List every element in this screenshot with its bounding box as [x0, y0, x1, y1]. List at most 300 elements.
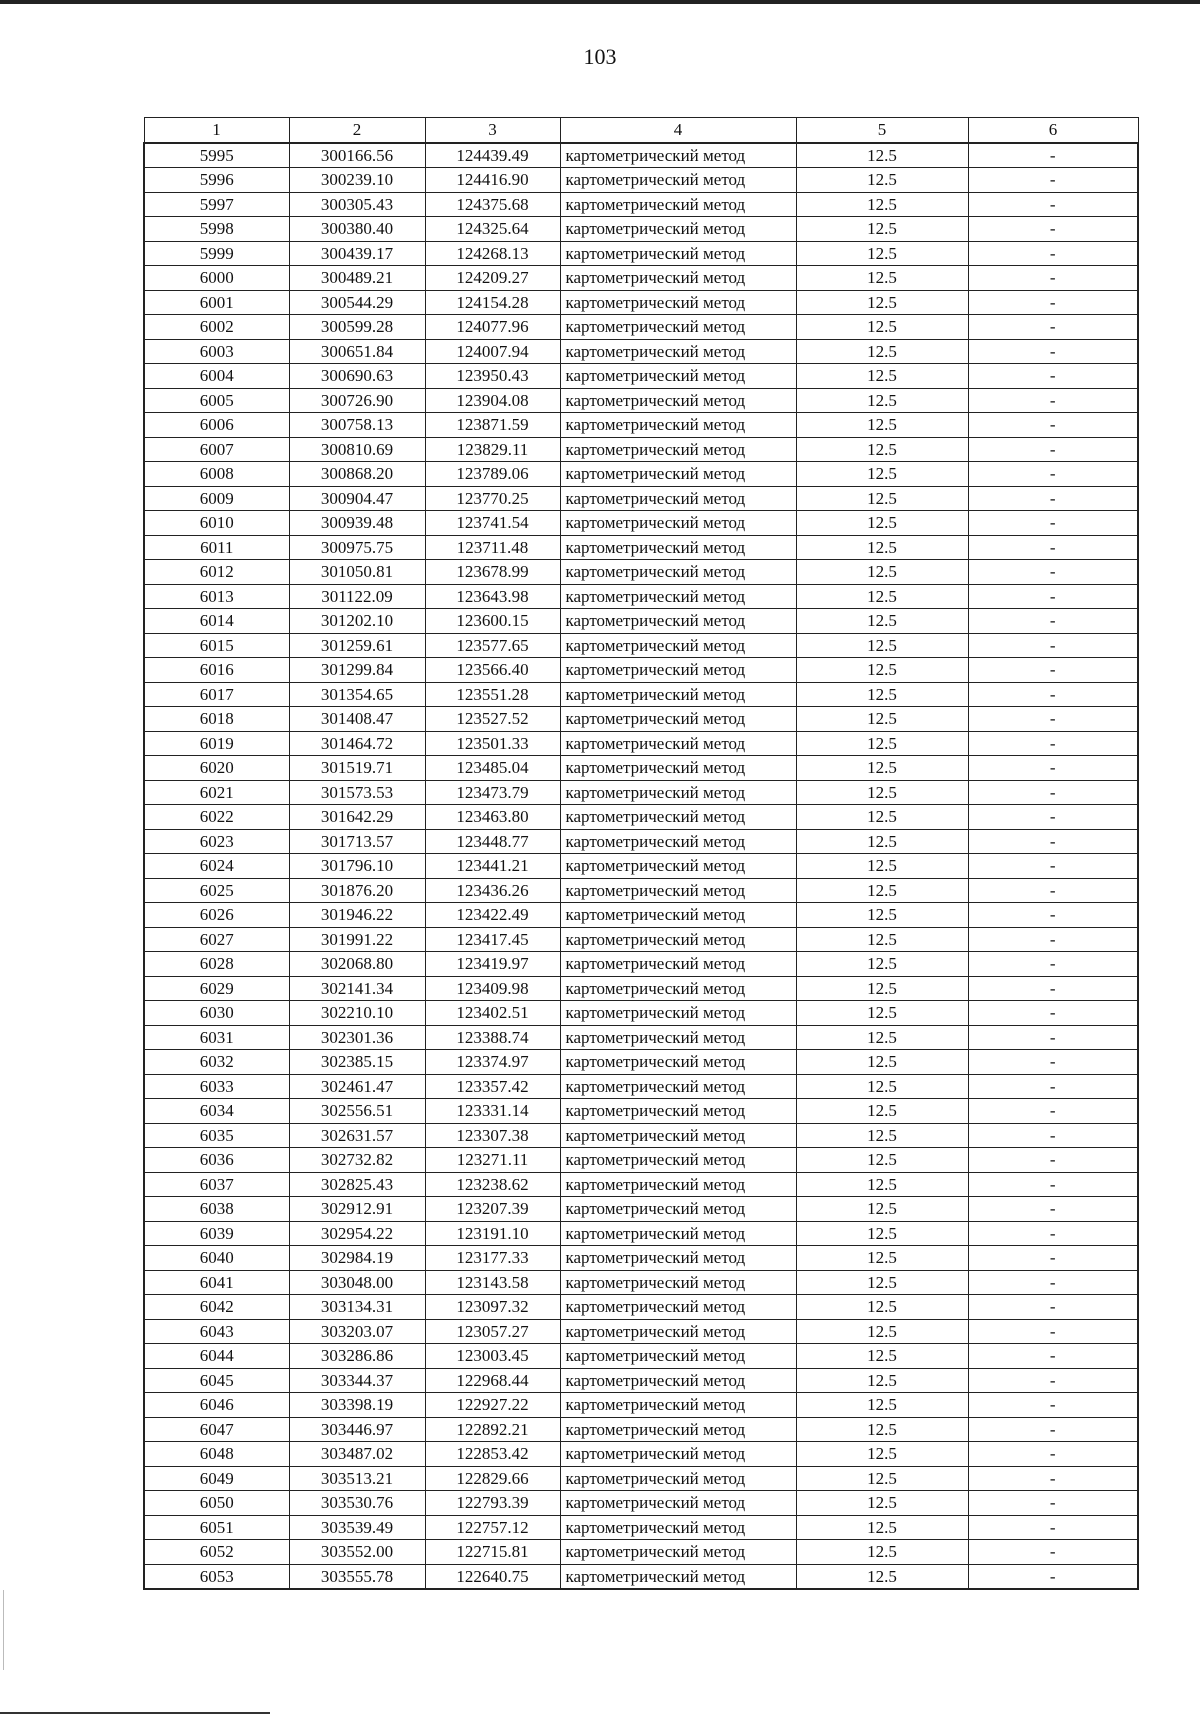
- method-cell: картометрический метод: [560, 192, 796, 217]
- table-row: [144, 805, 1138, 830]
- accuracy-cell: 12.5: [796, 486, 968, 511]
- method-cell: картометрический метод: [560, 1123, 796, 1148]
- note-cell: -: [968, 1344, 1138, 1369]
- note-cell: -: [968, 1197, 1138, 1222]
- note-cell: -: [968, 168, 1138, 193]
- method-cell: картометрический метод: [560, 1417, 796, 1442]
- x-coordinate-cell: 303286.86: [289, 1344, 425, 1369]
- method-cell: картометрический метод: [560, 1197, 796, 1222]
- note-cell: -: [968, 486, 1138, 511]
- point-number-cell: 6049: [144, 1466, 289, 1491]
- note-cell: -: [968, 413, 1138, 438]
- point-number-cell: 6018: [144, 707, 289, 732]
- method-cell: картометрический метод: [560, 437, 796, 462]
- method-cell: картометрический метод: [560, 633, 796, 658]
- x-coordinate-cell: 303552.00: [289, 1540, 425, 1565]
- accuracy-cell: 12.5: [796, 1074, 968, 1099]
- accuracy-cell: 12.5: [796, 1368, 968, 1393]
- method-cell: картометрический метод: [560, 829, 796, 854]
- y-coordinate-cell: 124077.96: [425, 315, 560, 340]
- method-cell: картометрический метод: [560, 1074, 796, 1099]
- x-coordinate-cell: 300599.28: [289, 315, 425, 340]
- note-cell: -: [968, 1025, 1138, 1050]
- method-cell: картометрический метод: [560, 1319, 796, 1344]
- method-cell: картометрический метод: [560, 486, 796, 511]
- point-number-cell: 6010: [144, 511, 289, 536]
- table-row: [144, 511, 1138, 536]
- accuracy-cell: 12.5: [796, 584, 968, 609]
- x-coordinate-cell: 303344.37: [289, 1368, 425, 1393]
- y-coordinate-cell: 123473.79: [425, 780, 560, 805]
- table-row: [144, 707, 1138, 732]
- x-coordinate-cell: 302556.51: [289, 1099, 425, 1124]
- x-coordinate-cell: 300166.56: [289, 143, 425, 168]
- x-coordinate-cell: 303539.49: [289, 1515, 425, 1540]
- note-cell: -: [968, 731, 1138, 756]
- y-coordinate-cell: 123643.98: [425, 584, 560, 609]
- x-coordinate-cell: 302461.47: [289, 1074, 425, 1099]
- point-number-cell: 6046: [144, 1393, 289, 1418]
- column-header: 4: [560, 118, 796, 143]
- method-cell: картометрический метод: [560, 1270, 796, 1295]
- x-coordinate-cell: 301354.65: [289, 682, 425, 707]
- accuracy-cell: 12.5: [796, 1025, 968, 1050]
- method-cell: картометрический метод: [560, 413, 796, 438]
- method-cell: картометрический метод: [560, 1099, 796, 1124]
- method-cell: картометрический метод: [560, 878, 796, 903]
- accuracy-cell: 12.5: [796, 143, 968, 168]
- note-cell: -: [968, 1491, 1138, 1516]
- note-cell: -: [968, 1295, 1138, 1320]
- note-cell: -: [968, 682, 1138, 707]
- method-cell: картометрический метод: [560, 756, 796, 781]
- x-coordinate-cell: 300868.20: [289, 462, 425, 487]
- table-row: [144, 535, 1138, 560]
- column-header: 1: [144, 118, 289, 143]
- point-number-cell: 5997: [144, 192, 289, 217]
- note-cell: -: [968, 462, 1138, 487]
- x-coordinate-cell: 301050.81: [289, 560, 425, 585]
- accuracy-cell: 12.5: [796, 339, 968, 364]
- method-cell: картометрический метод: [560, 1246, 796, 1271]
- y-coordinate-cell: 123271.11: [425, 1148, 560, 1173]
- point-number-cell: 6004: [144, 364, 289, 389]
- y-coordinate-cell: 122715.81: [425, 1540, 560, 1565]
- table-row: [144, 780, 1138, 805]
- table-row: [144, 1442, 1138, 1467]
- accuracy-cell: 12.5: [796, 682, 968, 707]
- note-cell: -: [968, 290, 1138, 315]
- table-row: [144, 1221, 1138, 1246]
- method-cell: картометрический метод: [560, 462, 796, 487]
- table-row: [144, 609, 1138, 634]
- x-coordinate-cell: 302984.19: [289, 1246, 425, 1271]
- table-row: [144, 1050, 1138, 1075]
- point-number-cell: 6040: [144, 1246, 289, 1271]
- table-row: [144, 854, 1138, 879]
- accuracy-cell: 12.5: [796, 560, 968, 585]
- y-coordinate-cell: 123388.74: [425, 1025, 560, 1050]
- point-number-cell: 6052: [144, 1540, 289, 1565]
- note-cell: -: [968, 903, 1138, 928]
- point-number-cell: 6014: [144, 609, 289, 634]
- note-cell: -: [968, 339, 1138, 364]
- column-header: 3: [425, 118, 560, 143]
- point-number-cell: 6023: [144, 829, 289, 854]
- table-row: [144, 1393, 1138, 1418]
- accuracy-cell: 12.5: [796, 192, 968, 217]
- x-coordinate-cell: 302210.10: [289, 1001, 425, 1026]
- point-number-cell: 6028: [144, 952, 289, 977]
- x-coordinate-cell: 302631.57: [289, 1123, 425, 1148]
- table-row: [144, 192, 1138, 217]
- method-cell: картометрический метод: [560, 976, 796, 1001]
- accuracy-cell: 12.5: [796, 976, 968, 1001]
- y-coordinate-cell: 123950.43: [425, 364, 560, 389]
- x-coordinate-cell: 300489.21: [289, 266, 425, 291]
- x-coordinate-cell: 303048.00: [289, 1270, 425, 1295]
- method-cell: картометрический метод: [560, 1148, 796, 1173]
- y-coordinate-cell: 122927.22: [425, 1393, 560, 1418]
- y-coordinate-cell: 124268.13: [425, 241, 560, 266]
- point-number-cell: 6053: [144, 1564, 289, 1589]
- table-row: [144, 1025, 1138, 1050]
- point-number-cell: 6002: [144, 315, 289, 340]
- note-cell: -: [968, 1466, 1138, 1491]
- point-number-cell: 6011: [144, 535, 289, 560]
- y-coordinate-cell: 124325.64: [425, 217, 560, 242]
- method-cell: картометрический метод: [560, 854, 796, 879]
- method-cell: картометрический метод: [560, 1221, 796, 1246]
- note-cell: -: [968, 437, 1138, 462]
- table-row: [144, 1540, 1138, 1565]
- y-coordinate-cell: 123191.10: [425, 1221, 560, 1246]
- x-coordinate-cell: 300651.84: [289, 339, 425, 364]
- table-row: [144, 388, 1138, 413]
- point-number-cell: 6022: [144, 805, 289, 830]
- method-cell: картометрический метод: [560, 658, 796, 683]
- table-row: [144, 364, 1138, 389]
- note-cell: -: [968, 756, 1138, 781]
- table-row: [144, 584, 1138, 609]
- y-coordinate-cell: 122793.39: [425, 1491, 560, 1516]
- x-coordinate-cell: 301519.71: [289, 756, 425, 781]
- method-cell: картометрический метод: [560, 1368, 796, 1393]
- method-cell: картометрический метод: [560, 609, 796, 634]
- x-coordinate-cell: 300726.90: [289, 388, 425, 413]
- point-number-cell: 6020: [144, 756, 289, 781]
- point-number-cell: 6024: [144, 854, 289, 879]
- x-coordinate-cell: 303513.21: [289, 1466, 425, 1491]
- accuracy-cell: 12.5: [796, 241, 968, 266]
- note-cell: -: [968, 1074, 1138, 1099]
- point-number-cell: 6025: [144, 878, 289, 903]
- point-number-cell: 6034: [144, 1099, 289, 1124]
- y-coordinate-cell: 122968.44: [425, 1368, 560, 1393]
- point-number-cell: 5999: [144, 241, 289, 266]
- table-body: [144, 143, 1138, 1590]
- y-coordinate-cell: 123057.27: [425, 1319, 560, 1344]
- y-coordinate-cell: 123436.26: [425, 878, 560, 903]
- page-number: 103: [583, 44, 617, 69]
- x-coordinate-cell: 301991.22: [289, 927, 425, 952]
- accuracy-cell: 12.5: [796, 658, 968, 683]
- accuracy-cell: 12.5: [796, 462, 968, 487]
- accuracy-cell: 12.5: [796, 535, 968, 560]
- x-coordinate-cell: 301464.72: [289, 731, 425, 756]
- y-coordinate-cell: 124154.28: [425, 290, 560, 315]
- method-cell: картометрический метод: [560, 1466, 796, 1491]
- table-row: [144, 1417, 1138, 1442]
- x-coordinate-cell: 301946.22: [289, 903, 425, 928]
- y-coordinate-cell: 123409.98: [425, 976, 560, 1001]
- column-header: 5: [796, 118, 968, 143]
- note-cell: -: [968, 633, 1138, 658]
- x-coordinate-cell: 300439.17: [289, 241, 425, 266]
- accuracy-cell: 12.5: [796, 266, 968, 291]
- note-cell: -: [968, 976, 1138, 1001]
- point-number-cell: 6038: [144, 1197, 289, 1222]
- point-number-cell: 6032: [144, 1050, 289, 1075]
- y-coordinate-cell: 123600.15: [425, 609, 560, 634]
- point-number-cell: 6037: [144, 1172, 289, 1197]
- note-cell: -: [968, 780, 1138, 805]
- y-coordinate-cell: 123422.49: [425, 903, 560, 928]
- y-coordinate-cell: 123829.11: [425, 437, 560, 462]
- accuracy-cell: 12.5: [796, 1246, 968, 1271]
- point-number-cell: 6051: [144, 1515, 289, 1540]
- coordinates-table-container: [143, 117, 1139, 1590]
- accuracy-cell: 12.5: [796, 1148, 968, 1173]
- method-cell: картометрический метод: [560, 560, 796, 585]
- point-number-cell: 6033: [144, 1074, 289, 1099]
- accuracy-cell: 12.5: [796, 829, 968, 854]
- accuracy-cell: 12.5: [796, 1197, 968, 1222]
- y-coordinate-cell: 123463.80: [425, 805, 560, 830]
- y-coordinate-cell: 123143.58: [425, 1270, 560, 1295]
- table-row: [144, 1319, 1138, 1344]
- table-row: [144, 756, 1138, 781]
- method-cell: картометрический метод: [560, 1491, 796, 1516]
- x-coordinate-cell: 301259.61: [289, 633, 425, 658]
- point-number-cell: 6009: [144, 486, 289, 511]
- point-number-cell: 6039: [144, 1221, 289, 1246]
- y-coordinate-cell: 123441.21: [425, 854, 560, 879]
- y-coordinate-cell: 124209.27: [425, 266, 560, 291]
- table-row: [144, 437, 1138, 462]
- y-coordinate-cell: 123871.59: [425, 413, 560, 438]
- x-coordinate-cell: 303530.76: [289, 1491, 425, 1516]
- accuracy-cell: 12.5: [796, 217, 968, 242]
- table-row: [144, 731, 1138, 756]
- table-row: [144, 903, 1138, 928]
- method-cell: картометрический метод: [560, 1025, 796, 1050]
- method-cell: картометрический метод: [560, 143, 796, 168]
- note-cell: -: [968, 658, 1138, 683]
- note-cell: -: [968, 560, 1138, 585]
- column-header: 6: [968, 118, 1138, 143]
- method-cell: картометрический метод: [560, 315, 796, 340]
- point-number-cell: 5998: [144, 217, 289, 242]
- point-number-cell: 6036: [144, 1148, 289, 1173]
- note-cell: -: [968, 952, 1138, 977]
- y-coordinate-cell: 123207.39: [425, 1197, 560, 1222]
- point-number-cell: 6035: [144, 1123, 289, 1148]
- x-coordinate-cell: 301796.10: [289, 854, 425, 879]
- y-coordinate-cell: 123904.08: [425, 388, 560, 413]
- accuracy-cell: 12.5: [796, 388, 968, 413]
- note-cell: -: [968, 1442, 1138, 1467]
- accuracy-cell: 12.5: [796, 1123, 968, 1148]
- table-row: [144, 241, 1138, 266]
- method-cell: картометрический метод: [560, 903, 796, 928]
- x-coordinate-cell: 302732.82: [289, 1148, 425, 1173]
- table-row: [144, 1564, 1138, 1589]
- y-coordinate-cell: 123789.06: [425, 462, 560, 487]
- table-row: [144, 315, 1138, 340]
- note-cell: -: [968, 1270, 1138, 1295]
- method-cell: картометрический метод: [560, 1564, 796, 1589]
- accuracy-cell: 12.5: [796, 1491, 968, 1516]
- note-cell: -: [968, 707, 1138, 732]
- note-cell: -: [968, 1368, 1138, 1393]
- method-cell: картометрический метод: [560, 168, 796, 193]
- method-cell: картометрический метод: [560, 731, 796, 756]
- x-coordinate-cell: 303555.78: [289, 1564, 425, 1589]
- table-row: [144, 143, 1138, 168]
- x-coordinate-cell: 303134.31: [289, 1295, 425, 1320]
- accuracy-cell: 12.5: [796, 731, 968, 756]
- note-cell: -: [968, 1246, 1138, 1271]
- margin-scan-mark: [3, 1590, 4, 1670]
- point-number-cell: 6013: [144, 584, 289, 609]
- note-cell: -: [968, 241, 1138, 266]
- accuracy-cell: 12.5: [796, 1295, 968, 1320]
- y-coordinate-cell: 124007.94: [425, 339, 560, 364]
- accuracy-cell: 12.5: [796, 1050, 968, 1075]
- table-row: [144, 560, 1138, 585]
- method-cell: картометрический метод: [560, 217, 796, 242]
- point-number-cell: 6012: [144, 560, 289, 585]
- method-cell: картометрический метод: [560, 1295, 796, 1320]
- table-row: [144, 633, 1138, 658]
- accuracy-cell: 12.5: [796, 511, 968, 536]
- note-cell: -: [968, 1221, 1138, 1246]
- point-number-cell: 6000: [144, 266, 289, 291]
- point-number-cell: 6019: [144, 731, 289, 756]
- method-cell: картометрический метод: [560, 266, 796, 291]
- accuracy-cell: 12.5: [796, 805, 968, 830]
- y-coordinate-cell: 123678.99: [425, 560, 560, 585]
- note-cell: -: [968, 1050, 1138, 1075]
- method-cell: картометрический метод: [560, 707, 796, 732]
- method-cell: картометрический метод: [560, 290, 796, 315]
- method-cell: картометрический метод: [560, 511, 796, 536]
- y-coordinate-cell: 123741.54: [425, 511, 560, 536]
- table-row: [144, 1172, 1138, 1197]
- x-coordinate-cell: 302825.43: [289, 1172, 425, 1197]
- x-coordinate-cell: 300690.63: [289, 364, 425, 389]
- y-coordinate-cell: 123402.51: [425, 1001, 560, 1026]
- point-number-cell: 6045: [144, 1368, 289, 1393]
- y-coordinate-cell: 122892.21: [425, 1417, 560, 1442]
- y-coordinate-cell: 123770.25: [425, 486, 560, 511]
- note-cell: -: [968, 1123, 1138, 1148]
- method-cell: картометрический метод: [560, 241, 796, 266]
- y-coordinate-cell: 123551.28: [425, 682, 560, 707]
- table-row: [144, 1491, 1138, 1516]
- accuracy-cell: 12.5: [796, 1417, 968, 1442]
- table-row: [144, 413, 1138, 438]
- y-coordinate-cell: 123711.48: [425, 535, 560, 560]
- method-cell: картометрический метод: [560, 584, 796, 609]
- accuracy-cell: 12.5: [796, 633, 968, 658]
- note-cell: -: [968, 511, 1138, 536]
- point-number-cell: 6027: [144, 927, 289, 952]
- point-number-cell: 6047: [144, 1417, 289, 1442]
- x-coordinate-cell: 302068.80: [289, 952, 425, 977]
- table-row: [144, 1295, 1138, 1320]
- accuracy-cell: 12.5: [796, 1319, 968, 1344]
- y-coordinate-cell: 123485.04: [425, 756, 560, 781]
- point-number-cell: 6001: [144, 290, 289, 315]
- note-cell: -: [968, 927, 1138, 952]
- table-row: [144, 1001, 1138, 1026]
- note-cell: -: [968, 535, 1138, 560]
- table-row: [144, 1123, 1138, 1148]
- x-coordinate-cell: 303487.02: [289, 1442, 425, 1467]
- method-cell: картометрический метод: [560, 339, 796, 364]
- y-coordinate-cell: 124416.90: [425, 168, 560, 193]
- accuracy-cell: 12.5: [796, 952, 968, 977]
- y-coordinate-cell: 122853.42: [425, 1442, 560, 1467]
- method-cell: картометрический метод: [560, 780, 796, 805]
- note-cell: -: [968, 364, 1138, 389]
- x-coordinate-cell: 302954.22: [289, 1221, 425, 1246]
- x-coordinate-cell: 300305.43: [289, 192, 425, 217]
- accuracy-cell: 12.5: [796, 780, 968, 805]
- point-number-cell: 6050: [144, 1491, 289, 1516]
- method-cell: картометрический метод: [560, 805, 796, 830]
- point-number-cell: 6007: [144, 437, 289, 462]
- y-coordinate-cell: 124375.68: [425, 192, 560, 217]
- table-row: [144, 1344, 1138, 1369]
- y-coordinate-cell: 123097.32: [425, 1295, 560, 1320]
- method-cell: картометрический метод: [560, 1393, 796, 1418]
- accuracy-cell: 12.5: [796, 1172, 968, 1197]
- y-coordinate-cell: 122757.12: [425, 1515, 560, 1540]
- x-coordinate-cell: 300939.48: [289, 511, 425, 536]
- note-cell: -: [968, 829, 1138, 854]
- table-row: [144, 1270, 1138, 1295]
- y-coordinate-cell: 123307.38: [425, 1123, 560, 1148]
- y-coordinate-cell: 123374.97: [425, 1050, 560, 1075]
- y-coordinate-cell: 123501.33: [425, 731, 560, 756]
- note-cell: -: [968, 805, 1138, 830]
- note-cell: -: [968, 1393, 1138, 1418]
- table-row: [144, 217, 1138, 242]
- accuracy-cell: 12.5: [796, 1344, 968, 1369]
- table-row: [144, 266, 1138, 291]
- accuracy-cell: 12.5: [796, 903, 968, 928]
- accuracy-cell: 12.5: [796, 1564, 968, 1589]
- y-coordinate-cell: 123331.14: [425, 1099, 560, 1124]
- note-cell: -: [968, 388, 1138, 413]
- x-coordinate-cell: 300975.75: [289, 535, 425, 560]
- table-row: [144, 1246, 1138, 1271]
- y-coordinate-cell: 123448.77: [425, 829, 560, 854]
- point-number-cell: 6048: [144, 1442, 289, 1467]
